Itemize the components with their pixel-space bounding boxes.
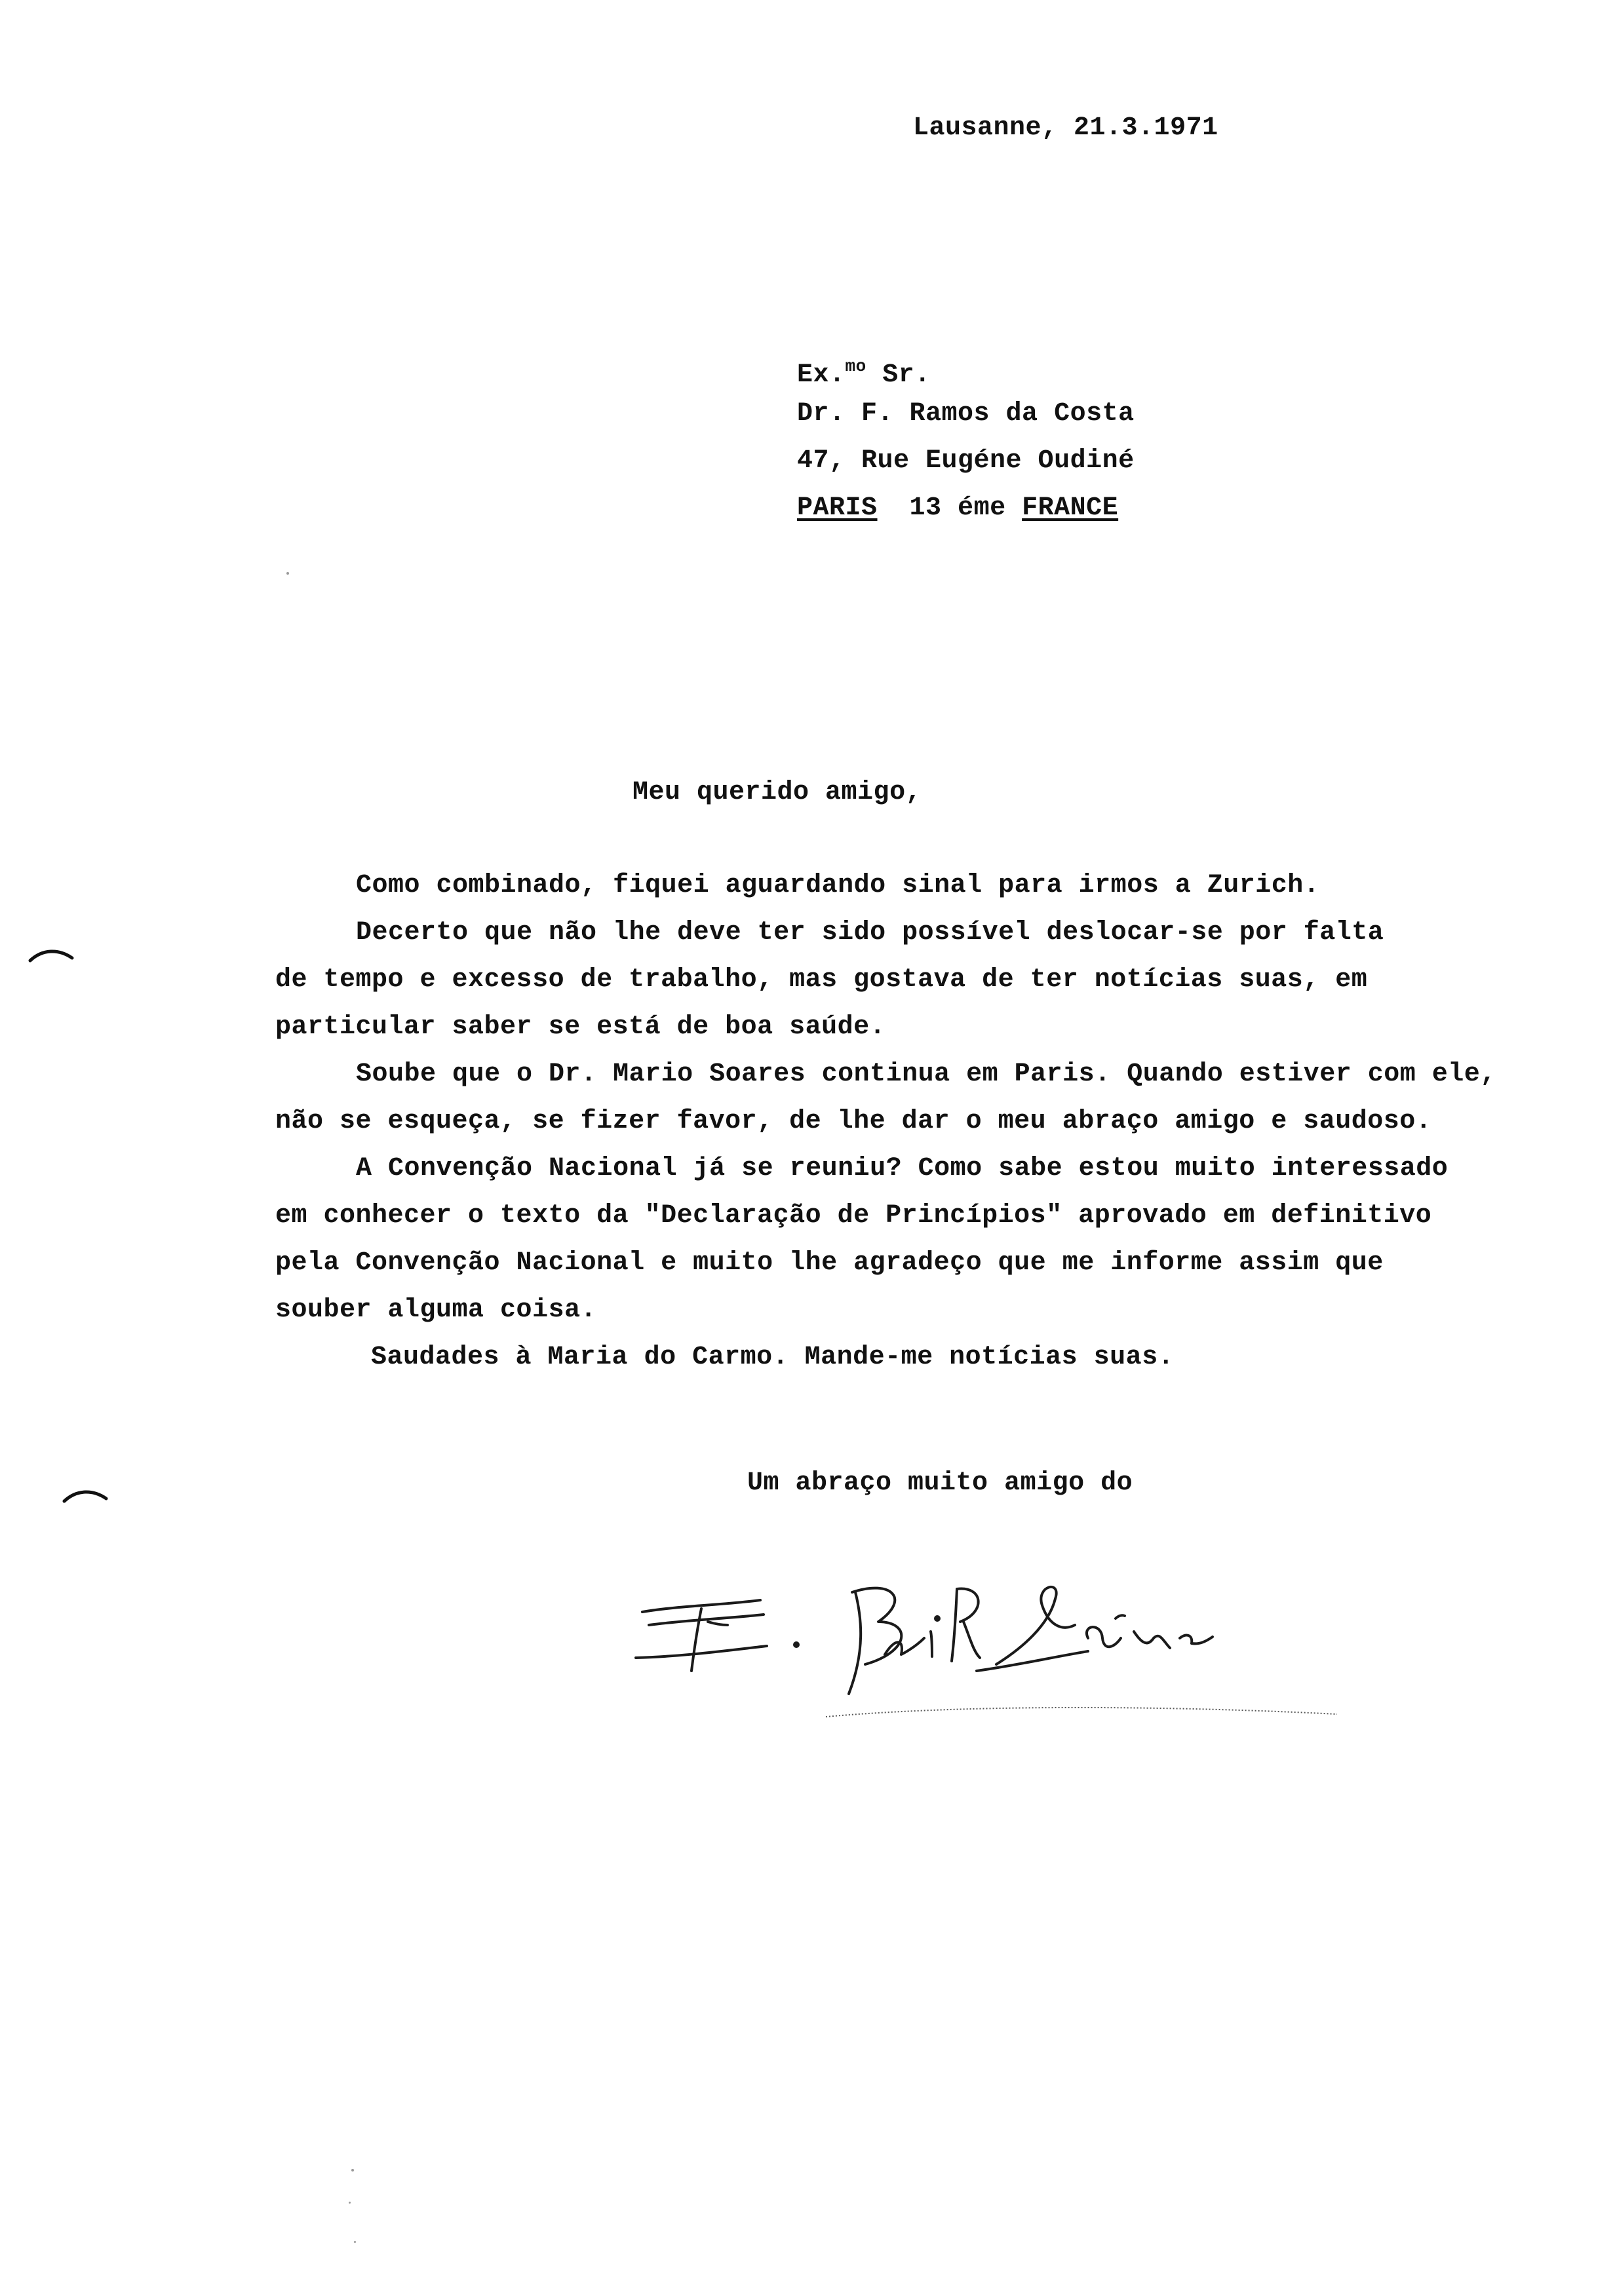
paper-speck — [351, 2169, 354, 2172]
paper-speck — [349, 2202, 351, 2204]
addressee-country: FRANCE — [1022, 493, 1119, 523]
addressee-district: 13 éme — [909, 493, 1006, 523]
salutation-prefix: Ex. — [797, 360, 846, 390]
punch-hole-mark-top — [26, 944, 79, 970]
body-line-9: pela Convenção Nacional e muito lhe agradeço que me informe assim que — [275, 1248, 1384, 1278]
closing: Um abraço muito amigo do — [747, 1468, 1133, 1498]
addressee-city-line — [797, 493, 1118, 524]
paper-speck — [286, 572, 289, 575]
addressee-salutation — [797, 351, 931, 391]
paper-speck — [354, 2241, 356, 2243]
body-line-6: não se esqueça, se fizer favor, de lhe dar o meu abraço amigo e saudoso. — [275, 1107, 1432, 1136]
body-line-5: Soube que o Dr. Mario Soares continua em Paris. Quando estiver com ele, — [356, 1060, 1496, 1089]
body-line-10: souber alguma coisa. — [275, 1295, 597, 1325]
body-line-8: em conhecer o texto da "Declaração de Princípios" aprovado em definitivo — [275, 1201, 1432, 1231]
salutation-superscript: mo — [845, 356, 866, 376]
salutation-suffix: Sr. — [866, 360, 931, 390]
body-line-3: de tempo e excesso de trabalho, mas gostava de ter notícias suas, em — [275, 965, 1368, 995]
addressee-name: Dr. F. Ramos da Costa — [797, 399, 1135, 429]
handwritten-signature — [629, 1559, 1363, 1730]
body-line-2: Decerto que não lhe deve ter sido possível deslocar-se por falta — [356, 918, 1384, 947]
greeting: Meu querido amigo, — [632, 778, 922, 807]
punch-hole-mark-bottom — [60, 1484, 113, 1510]
date-line: Lausanne, 21.3.1971 — [913, 113, 1218, 143]
body-line-11: Saudades à Maria do Carmo. Mande-me notícias suas. — [371, 1343, 1175, 1372]
body-line-1: Como combinado, fiquei aguardando sinal para irmos a Zurich. — [356, 871, 1320, 900]
body-line-7: A Convenção Nacional já se reuniu? Como sabe estou muito interessado — [356, 1154, 1449, 1183]
body-line-4: particular saber se está de boa saúde. — [275, 1012, 886, 1042]
addressee-street: 47, Rue Eugéne Oudiné — [797, 446, 1135, 476]
addressee-city: PARIS — [797, 493, 878, 523]
